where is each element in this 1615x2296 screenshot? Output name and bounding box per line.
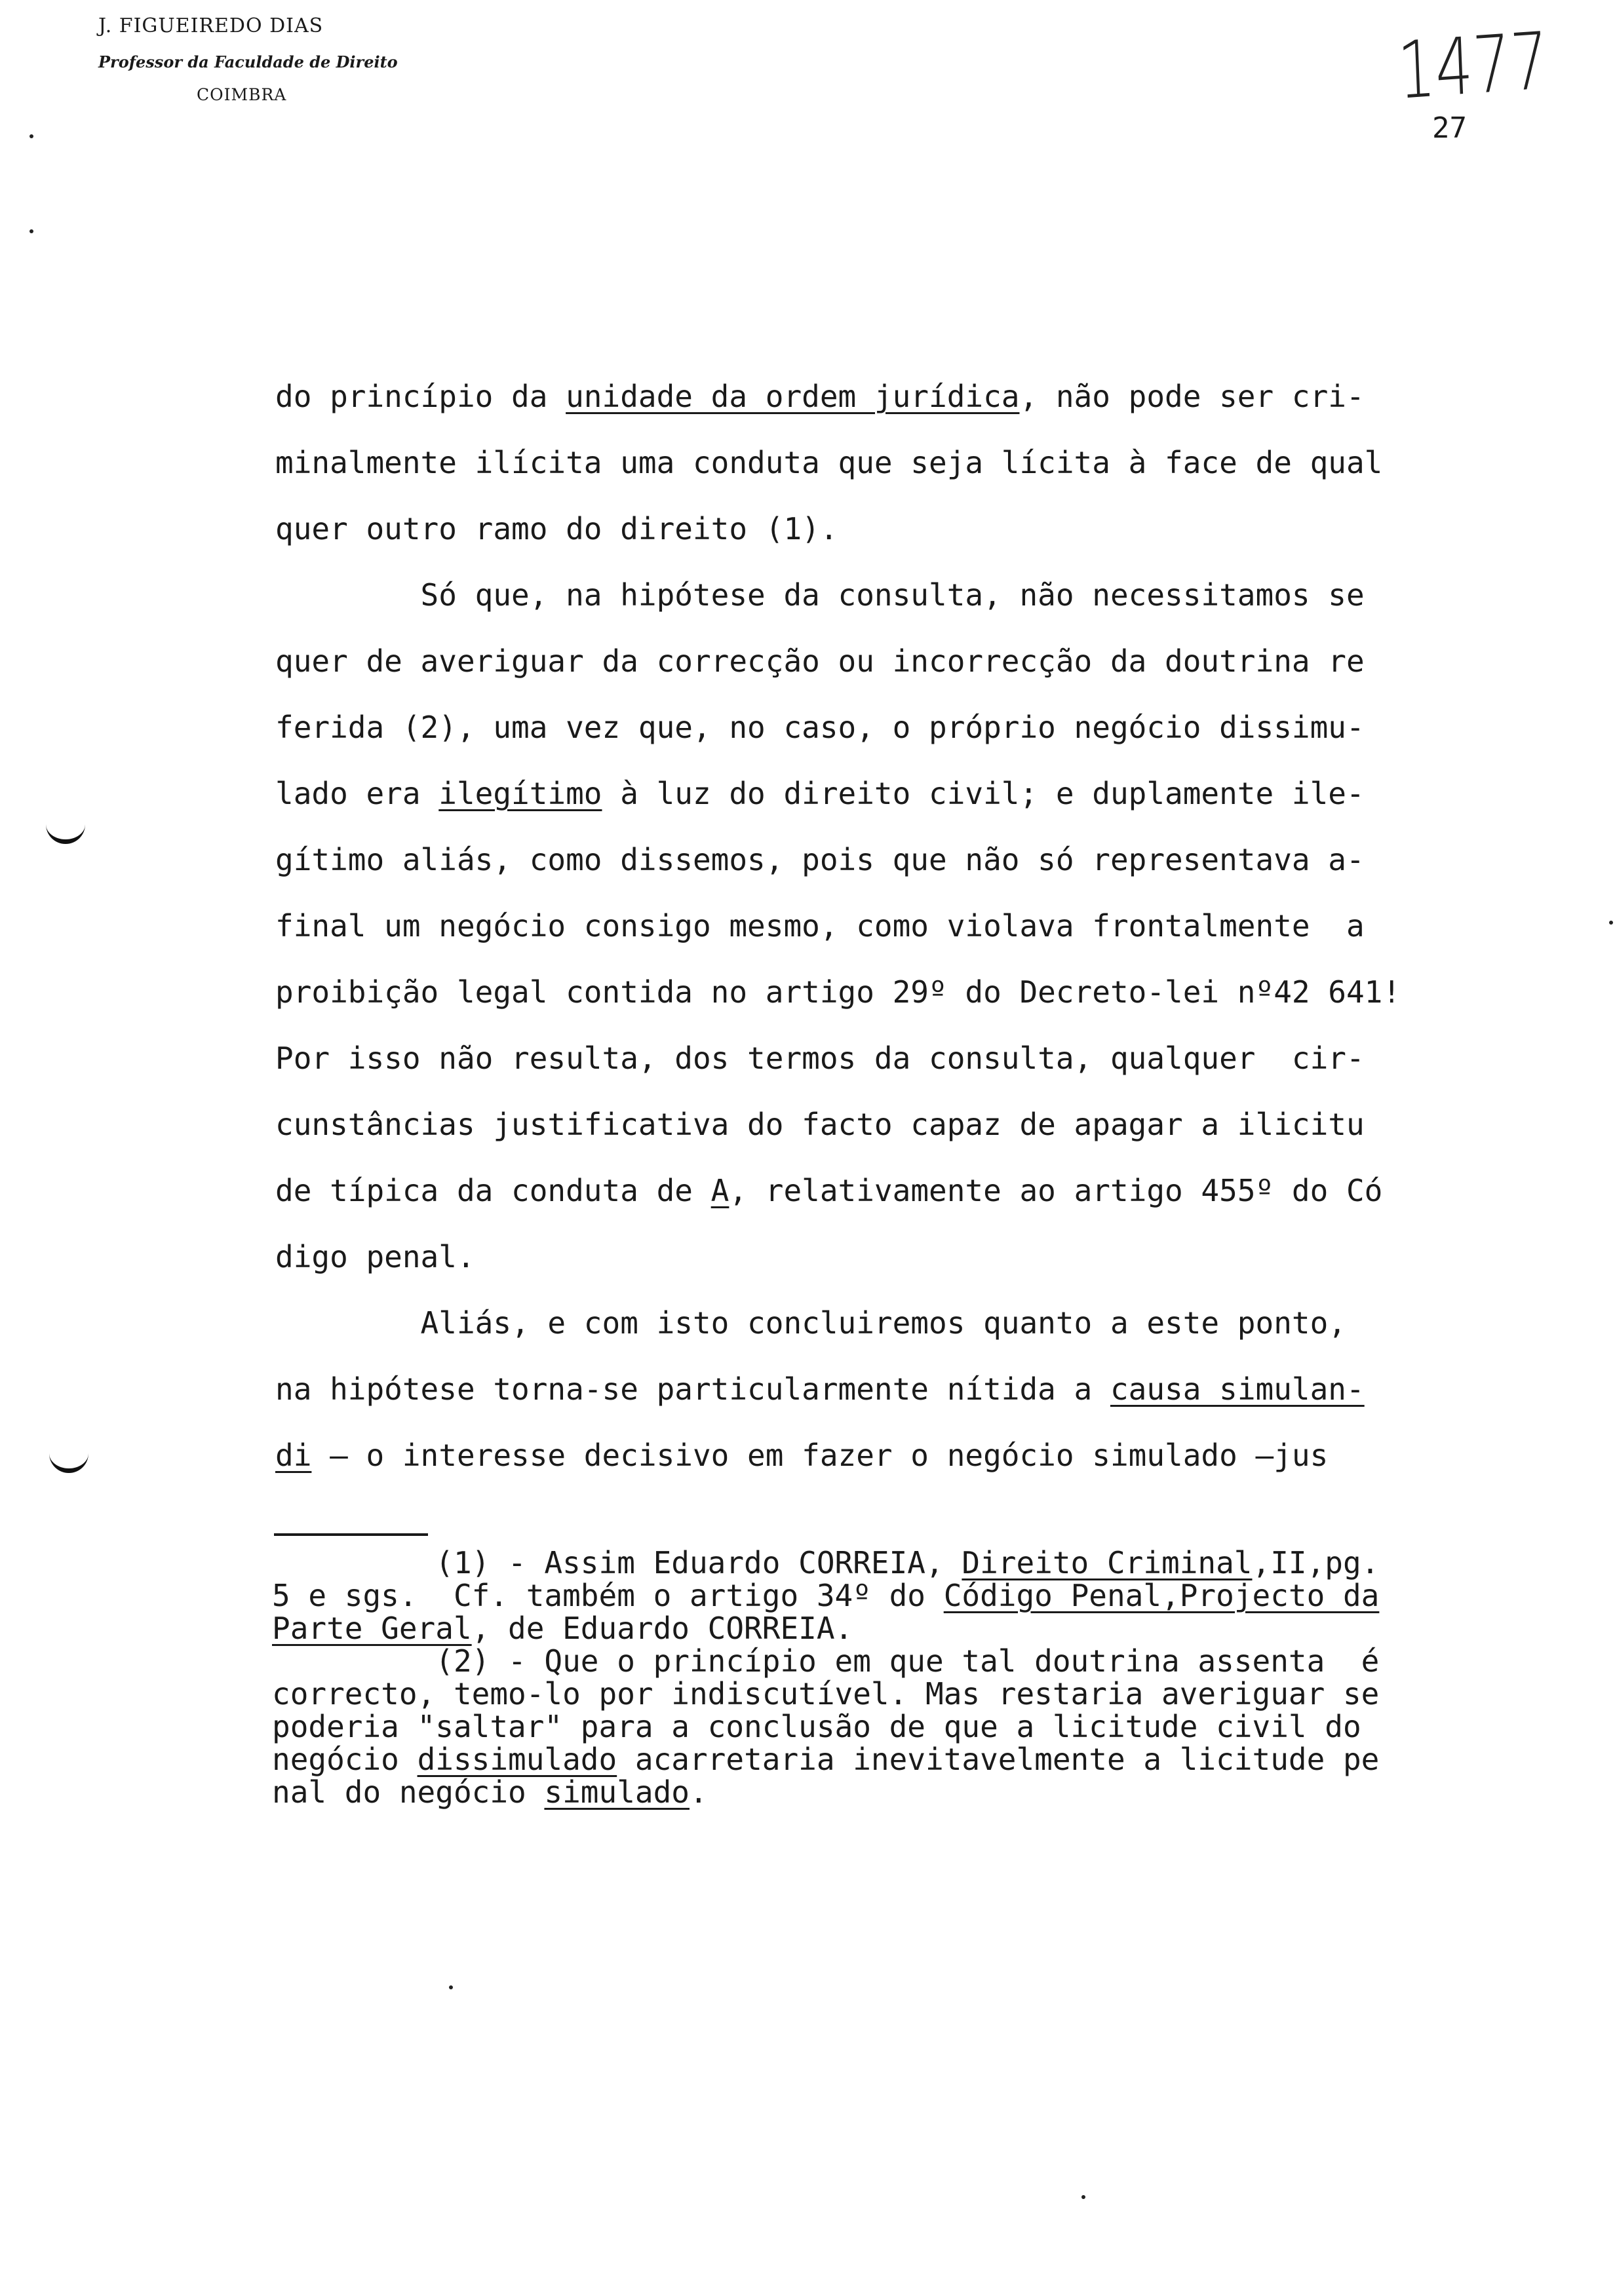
underlined-text: Código Penal,Projecto da (943, 1578, 1380, 1613)
footnote-line (272, 1710, 1361, 1743)
body-line (275, 695, 1365, 761)
text-run: minalmente ilícita uma conduta que seja lícita à face de qual (275, 445, 1383, 480)
body-line (275, 1224, 475, 1290)
text-run: , relativamente ao artigo 455º do Có (729, 1173, 1383, 1208)
text-run: quer de averiguar da correcção ou incorrecção da doutrina re (275, 643, 1365, 679)
text-run: — o interesse decisivo em fazer o negócio simulado —jus (311, 1438, 1329, 1473)
scan-speck (1609, 921, 1613, 925)
body-line (275, 761, 1365, 827)
body-line (275, 827, 1365, 893)
scan-speck (29, 134, 33, 138)
text-run: Aliás, e com isto concluiremos quanto a este ponto, (275, 1305, 1346, 1341)
underlined-text: Parte Geral (272, 1611, 472, 1646)
text-run: acarretaria inevitavelmente a licitude pe (617, 1742, 1380, 1777)
text-run: ,II,pg. (1252, 1545, 1380, 1580)
text-run: . (689, 1774, 708, 1810)
text-run: Só que, na hipótese da consulta, não necessitamos se (275, 577, 1365, 613)
text-run: , de Eduardo CORREIA. (471, 1611, 853, 1646)
footnote-line (272, 1579, 1379, 1612)
text-run: (2) - Que o princípio em que tal doutrina assenta é (272, 1643, 1380, 1679)
underlined-text: dissimulado (417, 1742, 617, 1777)
underlined-text: ilegítimo (438, 776, 602, 811)
body-line (275, 1025, 1365, 1092)
text-run: ferida (2), uma vez que, no caso, o próprio negócio dissimu- (275, 710, 1365, 745)
text-run: (1) - Assim Eduardo CORREIA, (272, 1545, 962, 1580)
footnote-line (272, 1677, 1379, 1710)
body-line (275, 1356, 1365, 1423)
footnote-line (272, 1645, 1379, 1677)
text-run: de típica da conduta de (275, 1173, 711, 1208)
footnote-separator (274, 1533, 428, 1536)
text-run: correcto, temo-lo por indiscutível. Mas restaria averiguar se (272, 1676, 1380, 1712)
scan-speck (1081, 2195, 1085, 2199)
body-line (275, 628, 1365, 695)
text-run: final um negócio consigo mesmo, como violava frontalmente a (275, 908, 1365, 944)
letterhead-name: J. FIGUEIREDO DIAS (98, 14, 324, 37)
footnote-line (272, 1776, 708, 1808)
underlined-text: unidade da ordem jurídica (566, 379, 1020, 414)
underlined-text: Direito Criminal (962, 1545, 1253, 1580)
footnote-line (272, 1612, 853, 1645)
underlined-text: simulado (544, 1774, 690, 1810)
text-run: poderia "saltar" para a conclusão de que a licitude civil do (272, 1709, 1361, 1744)
text-run: nal do negócio (272, 1774, 545, 1810)
body-line (275, 496, 838, 562)
underlined-text: A (710, 1173, 730, 1208)
letterhead-city: COIMBRA (197, 85, 287, 104)
text-run: digo penal. (275, 1239, 475, 1274)
scan-speck (449, 1985, 453, 1989)
body-line (275, 959, 1401, 1025)
body-line (275, 1423, 1328, 1489)
footnote-line (272, 1546, 1379, 1579)
body-line (275, 430, 1382, 496)
text-run: à luz do direito civil; e duplamente ile- (602, 776, 1365, 811)
footnote-line (272, 1743, 1379, 1776)
page-number: 27 (1432, 111, 1467, 145)
underlined-text: di (275, 1438, 312, 1473)
text-run: Por isso não resulta, dos termos da consulta, qualquer cir- (275, 1041, 1365, 1076)
text-run: , não pode ser cri- (1019, 379, 1365, 414)
handwritten-folio-number: 1477 (1396, 16, 1550, 117)
body-line (275, 893, 1365, 959)
scan-speck (29, 229, 33, 233)
text-run: na hipótese torna-se particularmente nítida a (275, 1371, 1110, 1407)
binding-hole-mark (49, 1445, 88, 1473)
text-run: negócio (272, 1742, 418, 1777)
text-run: quer outro ramo do direito (1). (275, 511, 838, 546)
body-line (275, 1290, 1346, 1356)
body-line (275, 1092, 1365, 1158)
text-run: do princípio da (275, 379, 566, 414)
text-run: gítimo aliás, como dissemos, pois que não só representava a- (275, 842, 1365, 877)
text-run: 5 e sgs. Cf. também o artigo 34º do (272, 1578, 944, 1613)
body-line (275, 1158, 1382, 1224)
letterhead-role: Professor da Faculdade de Direito (98, 52, 398, 71)
text-run: proibição legal contida no artigo 29º do Decreto-lei nº42 641! (275, 974, 1401, 1010)
underlined-text: causa simulan- (1110, 1371, 1365, 1407)
text-run: lado era (275, 776, 439, 811)
body-line (275, 562, 1365, 628)
binding-hole-mark (46, 816, 85, 844)
text-run: cunstâncias justificativa do facto capaz de apagar a ilicitu (275, 1107, 1365, 1142)
body-line (275, 364, 1365, 430)
